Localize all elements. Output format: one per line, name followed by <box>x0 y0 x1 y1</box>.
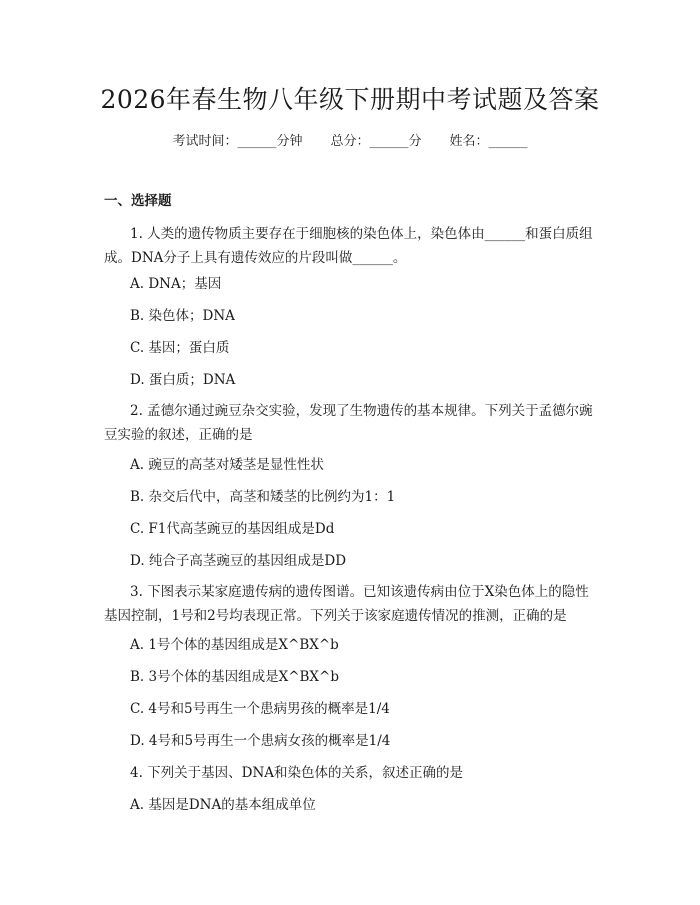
question-1-stem: 1. 人类的遗传物质主要存在于细胞核的染色体上，染色体由______和蛋白质组成。DNA分子上具有遗传效应的片段叫做______。 <box>104 226 593 266</box>
question-4-stem: 4. 下列关于基因、DNA和染色体的关系，叙述正确的是 <box>130 765 464 781</box>
question-3-option-a: A. 1号个体的基因组成是X^BX^b <box>130 637 339 653</box>
question-2-option-a: A. 豌豆的高茎对矮茎是显性性状 <box>130 457 324 473</box>
question-3-option-b: B. 3号个体的基因组成是X^BX^b <box>130 669 339 685</box>
total-score-field: 总分：______分 <box>330 134 422 149</box>
question-2-stem: 2. 孟德尔通过豌豆杂交实验，发现了生物遗传的基本规律。下列关于孟德尔豌豆实验的叙述，正确的是 <box>104 403 593 443</box>
question-2-option-d: D. 纯合子高茎豌豆的基因组成是DD <box>130 553 347 569</box>
exam-meta-line <box>0 133 700 151</box>
student-name-field: 姓名：______ <box>449 134 528 149</box>
section-heading: 一、选择题 <box>104 193 172 209</box>
question-1-option-d: D. 蛋白质；DNA <box>130 372 236 388</box>
question-2-option-b: B. 杂交后代中，高茎和矮茎的比例约为1：1 <box>130 489 396 505</box>
question-3-option-d: D. 4号和5号再生一个患病女孩的概率是1/4 <box>130 733 391 749</box>
question-2-option-c: C. F1代高茎豌豆的基因组成是Dd <box>130 521 335 537</box>
question-4-option-a: A. 基因是DNA的基本组成单位 <box>130 797 316 813</box>
question-1-option-c: C. 基因；蛋白质 <box>130 340 230 356</box>
page-title: 2026年春生物八年级下册期中考试题及答案 <box>100 85 600 114</box>
question-3-stem: 3. 下图表示某家庭遗传病的遗传图谱。已知该遗传病由位于X染色体上的隐性基因控制，1号和2号均表现正常。下列关于该家庭遗传情况的推测，正确的是 <box>104 584 589 624</box>
question-1-option-a: A. DNA；基因 <box>130 276 222 292</box>
question-1-option-b: B. 染色体；DNA <box>130 308 235 324</box>
question-3-option-c: C. 4号和5号再生一个患病男孩的概率是1/4 <box>130 701 390 717</box>
exam-time-field: 考试时间：______分钟 <box>172 134 303 149</box>
